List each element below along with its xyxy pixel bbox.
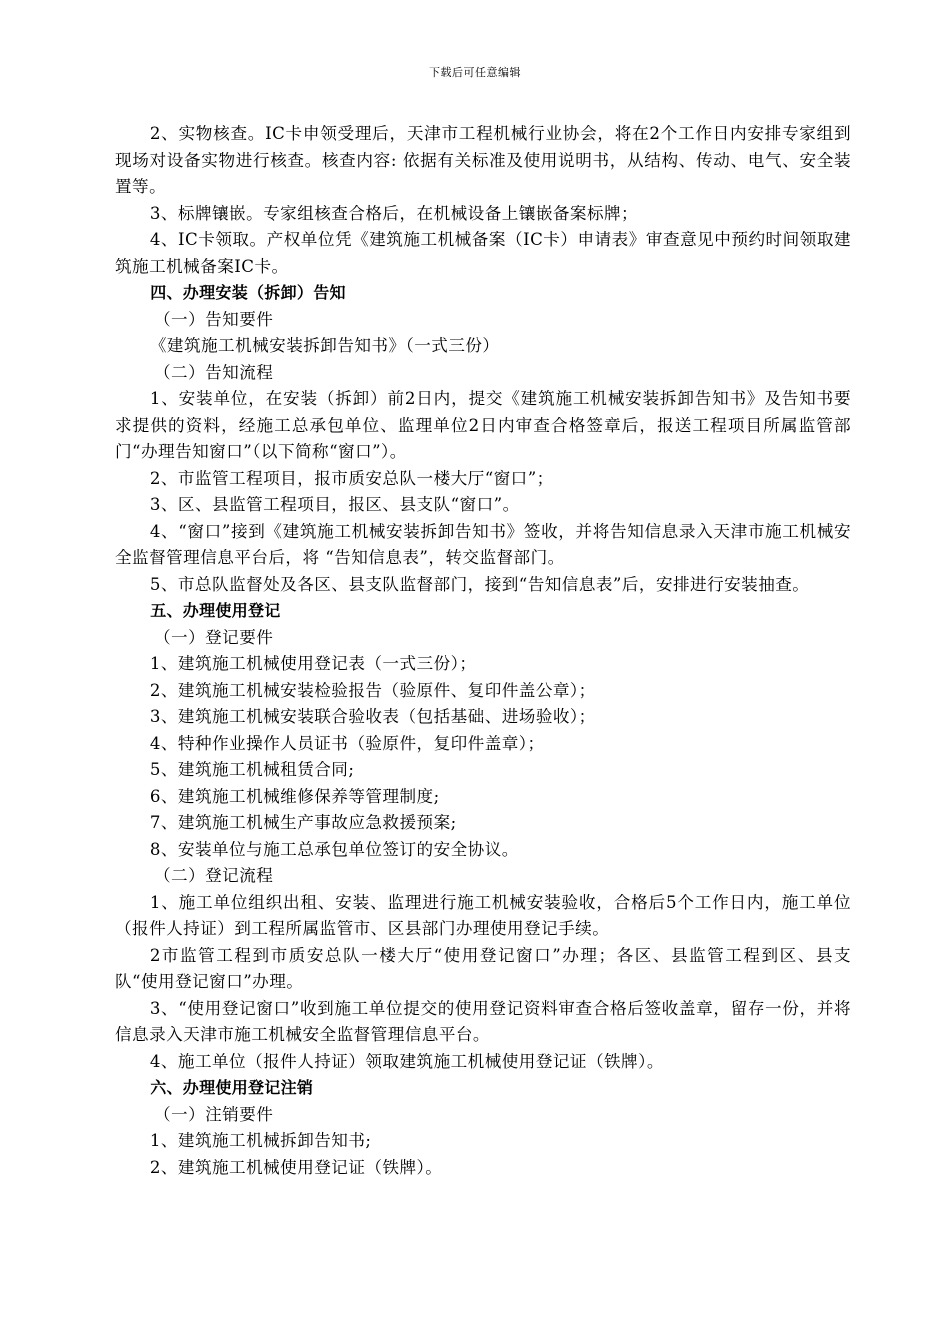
subsection-heading: （二）登记流程 — [154, 866, 274, 885]
body-paragraph: 7、建筑施工机械生产事故应急救援预案; — [149, 813, 457, 832]
body-paragraph: 8、安装单位与施工总承包单位签订的安全协议。 — [149, 839, 519, 859]
body-paragraph: 1、施工单位组织出租、安装、监理进行施工机械安装验收，合格后5个工作日内，施工单位（报件人持证）到工程所属监管市、区县部门办理使用登记手续。 — [115, 892, 851, 938]
body-paragraph: 4、“窗口”接到《建筑施工机械安装拆卸告知书》签收，并将告知信息录入天津市施工机械安全监督管理信息平台后，将 “告知信息表”，转交监督部门。 — [115, 521, 851, 567]
body-paragraph: 1、建筑施工机械拆卸告知书; — [149, 1131, 372, 1150]
body-paragraph: 4、施工单位（报件人持证）领取建筑施工机械使用登记证（铁牌）。 — [149, 1051, 664, 1071]
body-paragraph: 5、建筑施工机械租赁合同; — [149, 760, 355, 779]
body-paragraph: 6、建筑施工机械维修保养等管理制度; — [149, 786, 440, 806]
body-paragraph: 2、建筑施工机械安装检验报告（验原件、复印件盖公章）； — [149, 680, 596, 700]
subsection-heading: （一）登记要件 — [154, 627, 274, 647]
body-paragraph: 5、市总队监督处及各区、县支队监督部门，接到“告知信息表”后，安排进行安装抽查。 — [149, 574, 810, 594]
section-heading: 四、办理安装（拆卸）告知 — [150, 283, 346, 302]
section-heading: 五、办理使用登记 — [150, 601, 281, 620]
body-paragraph: 2、市监管工程项目，报市质安总队一楼大厅“窗口”； — [149, 468, 554, 488]
body-paragraph: 3、标牌镶嵌。专家组核查合格后，在机械设备上镶嵌备案标牌； — [149, 203, 639, 223]
body-paragraph: 4、IC卡领取。产权单位凭《建筑施工机械备案（IC卡）申请表》审查意见中预约时间领取建筑施工机械备案IC卡。 — [115, 230, 851, 276]
body-paragraph: 4、特种作业操作人员证书（验原件，复印件盖章）； — [149, 733, 545, 753]
section-heading: 六、办理使用登记注销 — [150, 1078, 314, 1097]
page-header: 下载后可任意编辑 — [429, 66, 521, 79]
body-paragraph: 2市监管工程到市质安总队一楼大厅“使用登记窗口”办理；各区、县监管工程到区、县支队“使用登记窗口”办理。 — [115, 945, 851, 991]
body-paragraph: 1、建筑施工机械使用登记表（一式三份）； — [149, 654, 477, 673]
document-body — [115, 121, 851, 1181]
body-paragraph: 3、“使用登记窗口”收到施工单位提交的使用登记资料审查合格后签收盖章，留存一份，并将信息录入天津市施工机械安全监督管理信息平台。 — [115, 998, 851, 1044]
body-paragraph: 3、区、县监管工程项目，报区、县支队“窗口”。 — [149, 495, 520, 514]
body-paragraph: 3、建筑施工机械安装联合验收表（包括基础、进场验收）； — [149, 707, 596, 726]
body-paragraph: 2、实物核查。IC卡申领受理后，天津市工程机械行业协会，将在2个工作日内安排专家组到现场对设备实物进行核查。核查内容: 依据有关标准及使用说明书，从结构、传动、电气、安全装置等。 — [115, 124, 851, 196]
subsection-heading: （一）注销要件 — [154, 1104, 274, 1124]
subsection-heading: （二）告知流程 — [154, 362, 274, 382]
body-paragraph: 《建筑施工机械安装拆卸告知书》（一式三份） — [149, 336, 500, 355]
subsection-heading: （一）告知要件 — [154, 309, 274, 329]
body-paragraph: 1、安装单位，在安装（拆卸）前2日内，提交《建筑施工机械安装拆卸告知书》及告知书要求提供的资料，经施工总承包单位、监理单位2日内审查合格签章后，报送工程项目所属监管部门“办理告知窗口”（以下简称“窗口”）。 — [115, 389, 851, 461]
body-paragraph: 2、建筑施工机械使用登记证（铁牌）。 — [149, 1157, 443, 1177]
